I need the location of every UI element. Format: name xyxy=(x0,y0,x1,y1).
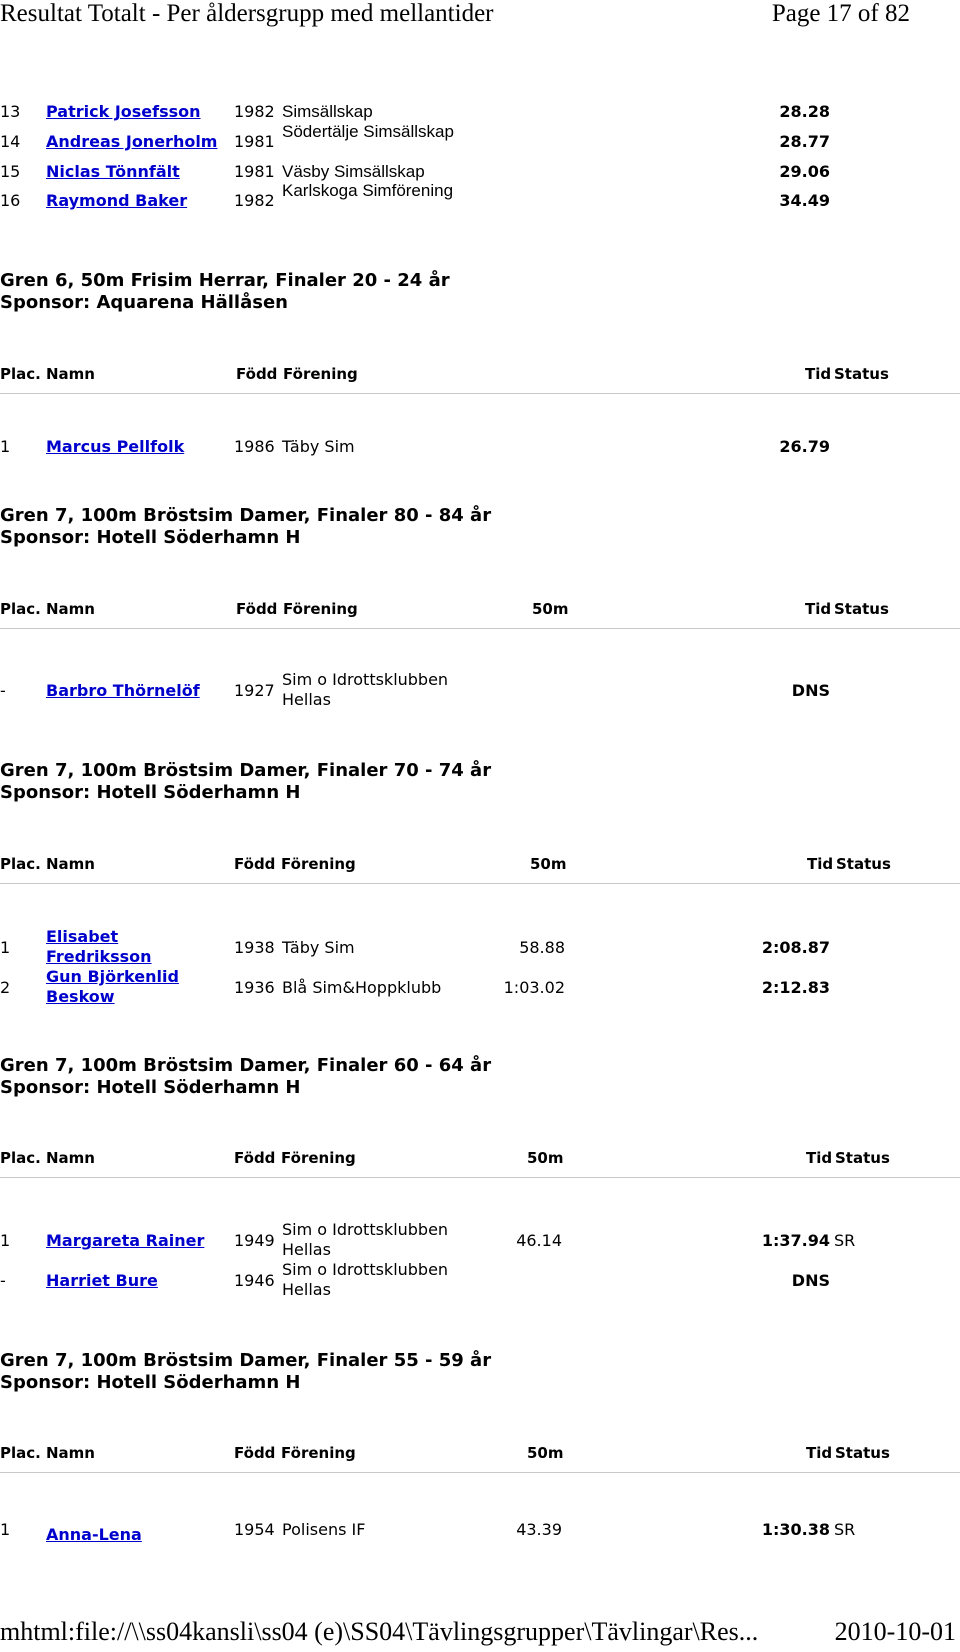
cell-text: Plac. xyxy=(0,600,41,618)
cell-text: 1946 xyxy=(234,1271,275,1290)
cell-text: Väsby Simsällskap xyxy=(282,162,425,181)
cell-text: Simsällskap xyxy=(282,102,373,121)
event-title: Gren 6, 50m Frisim Herrar, Finaler 20 - 24 år xyxy=(0,270,450,291)
cell-text: 28.28 xyxy=(779,102,830,121)
cell-text: Täby Sim xyxy=(282,938,355,957)
cell-text: DNS xyxy=(791,1271,830,1290)
cell-text: 50m xyxy=(532,600,569,618)
table-row xyxy=(0,181,960,221)
swimmer-link[interactable]: Niclas Tönnfält xyxy=(46,162,180,181)
event-title: Gren 7, 100m Bröstsim Damer, Finaler 60 - 64 år xyxy=(0,1055,492,1076)
swimmer-link[interactable]: Patrick Josefsson xyxy=(46,102,201,121)
swimmer-link[interactable]: Elisabet Fredriksson xyxy=(46,927,152,966)
cell-text: Förening xyxy=(283,365,358,383)
cell-text: Södertälje Simsällskap xyxy=(282,122,454,141)
cell-text: Namn xyxy=(46,1149,95,1167)
cell-text: 1949 xyxy=(234,1231,275,1250)
cell-text: Tid xyxy=(805,365,832,383)
cell-text: Förening xyxy=(283,600,358,618)
print-date: 2010-10-01 xyxy=(834,1617,956,1646)
cell-text: Född xyxy=(234,1149,276,1167)
event-sponsor: Sponsor: Aquarena Hällåsen xyxy=(0,292,288,313)
cell-text: 1981 xyxy=(234,162,275,181)
cell-text: Status xyxy=(835,1444,890,1462)
cell-text: Sim o Idrottsklubben Hellas xyxy=(282,670,449,709)
cell-text: Polisens IF xyxy=(282,1520,366,1539)
table-row xyxy=(0,102,960,124)
cell-text: 1 xyxy=(0,1520,11,1539)
cell-text: 29.06 xyxy=(779,162,830,181)
cell-text: 50m xyxy=(530,855,567,873)
cell-text: Plac. xyxy=(0,1444,41,1462)
cell-text: 1936 xyxy=(234,978,275,997)
cell-text: SR xyxy=(834,1231,856,1250)
event-title: Gren 7, 100m Bröstsim Damer, Finaler 70 - 74 år xyxy=(0,760,492,781)
cell-text: 50m xyxy=(527,1444,564,1462)
cell-text: Namn xyxy=(46,365,95,383)
cell-text: 58.88 xyxy=(519,938,565,957)
cell-text: 1982 xyxy=(234,191,275,210)
header-divider xyxy=(0,628,960,629)
cell-text: Plac. xyxy=(0,855,41,873)
table-row xyxy=(0,1260,960,1302)
table-row xyxy=(0,1220,960,1262)
cell-text: Status xyxy=(835,1149,890,1167)
cell-text: Plac. xyxy=(0,1149,41,1167)
cell-text: 28.77 xyxy=(779,132,830,151)
cell-text: DNS xyxy=(791,681,830,700)
cell-text: Sim o Idrottsklubben Hellas xyxy=(282,1220,449,1259)
cell-text: 26.79 xyxy=(779,437,830,456)
cell-text: Namn xyxy=(46,1444,95,1462)
table-row xyxy=(0,670,960,712)
cell-text: 2:12.83 xyxy=(761,978,830,997)
cell-text: 50m xyxy=(527,1149,564,1167)
cell-text: 34.49 xyxy=(779,191,830,210)
cell-text: 1:03.02 xyxy=(503,978,565,997)
cell-text: Förening xyxy=(281,1444,356,1462)
cell-text: 43.39 xyxy=(516,1520,562,1539)
cell-text: Blå Sim&Hoppklubb xyxy=(282,978,442,997)
cell-text: 16 xyxy=(0,191,21,210)
cell-text: 2:08.87 xyxy=(761,938,830,957)
cell-text: Född xyxy=(234,855,276,873)
cell-text: 1 xyxy=(0,1231,11,1250)
table-row xyxy=(0,437,960,459)
cell-text: 1938 xyxy=(234,938,275,957)
table-row xyxy=(0,122,960,162)
event-title: Gren 7, 100m Bröstsim Damer, Finaler 55 - 59 år xyxy=(0,1350,492,1371)
document-title: Resultat Totalt - Per åldersgrupp med mellantider xyxy=(0,0,494,27)
cell-text: Namn xyxy=(46,855,95,873)
cell-text: Sim o Idrottsklubben Hellas xyxy=(282,1260,449,1299)
cell-text: 1986 xyxy=(234,437,275,456)
cell-text: 1927 xyxy=(234,681,275,700)
cell-text: Täby Sim xyxy=(282,437,355,456)
cell-text: 1 xyxy=(0,437,11,456)
cell-text: 1982 xyxy=(234,102,275,121)
cell-text: SR xyxy=(834,1520,856,1539)
swimmer-link[interactable]: Anna-Lena xyxy=(46,1525,142,1544)
cell-text: Namn xyxy=(46,600,95,618)
cell-text: 46.14 xyxy=(516,1231,562,1250)
cell-text: Status xyxy=(836,855,891,873)
table-row xyxy=(0,927,960,969)
cell-text: 1 xyxy=(0,938,11,957)
cell-text: 15 xyxy=(0,162,21,181)
cell-text: Plac. xyxy=(0,365,41,383)
cell-text: Status xyxy=(834,600,889,618)
page-header xyxy=(0,0,960,28)
swimmer-link[interactable]: Gun Björkenlid Beskow xyxy=(46,967,179,1006)
cell-text: 1:30.38 xyxy=(761,1520,830,1539)
cell-text: Tid xyxy=(806,1444,833,1462)
swimmer-link[interactable]: Raymond Baker xyxy=(46,191,188,210)
page-number: Page 17 of 82 xyxy=(771,0,910,27)
cell-text: Tid xyxy=(805,600,832,618)
swimmer-link[interactable]: Andreas Jonerholm xyxy=(46,132,218,151)
cell-text: Tid xyxy=(807,855,834,873)
cell-text: Född xyxy=(236,365,278,383)
cell-text: 1:37.94 xyxy=(761,1231,830,1250)
event-sponsor: Sponsor: Hotell Söderhamn H xyxy=(0,527,301,548)
cell-text: 2 xyxy=(0,978,11,997)
header-divider xyxy=(0,1472,960,1473)
swimmer-link[interactable]: Marcus Pellfolk xyxy=(46,437,185,456)
cell-text: Född xyxy=(236,600,278,618)
event-sponsor: Sponsor: Hotell Söderhamn H xyxy=(0,1077,301,1098)
cell-text: 1981 xyxy=(234,132,275,151)
cell-text: Status xyxy=(834,365,889,383)
swimmer-link[interactable]: Harriet Bure xyxy=(46,1271,158,1290)
event-sponsor: Sponsor: Hotell Söderhamn H xyxy=(0,1372,301,1393)
cell-text: Född xyxy=(234,1444,276,1462)
cell-text: Förening xyxy=(281,1149,356,1167)
event-title: Gren 7, 100m Bröstsim Damer, Finaler 80 - 84 år xyxy=(0,505,492,526)
cell-text: Förening xyxy=(281,855,356,873)
page-footer xyxy=(0,1612,960,1652)
header-divider xyxy=(0,883,960,884)
header-divider xyxy=(0,1177,960,1178)
cell-text: 13 xyxy=(0,102,21,121)
swimmer-link[interactable]: Margareta Rainer xyxy=(46,1231,205,1250)
cell-text: 14 xyxy=(0,132,21,151)
event-sponsor: Sponsor: Hotell Söderhamn H xyxy=(0,782,301,803)
cell-text: - xyxy=(0,1271,6,1290)
table-row xyxy=(0,967,960,1009)
cell-text: Karlskoga Simförening xyxy=(282,181,454,200)
cell-text: - xyxy=(0,681,6,700)
cell-text: Tid xyxy=(806,1149,833,1167)
swimmer-link[interactable]: Barbro Thörnelöf xyxy=(46,681,200,700)
table-row xyxy=(0,1520,960,1550)
cell-text: 1954 xyxy=(234,1520,275,1539)
header-divider xyxy=(0,393,960,394)
file-path: mhtml:file://\\ss04kansli\ss04 (e)\SS04\Tävlingsgrupper\Tävlingar\Res... xyxy=(0,1617,759,1646)
